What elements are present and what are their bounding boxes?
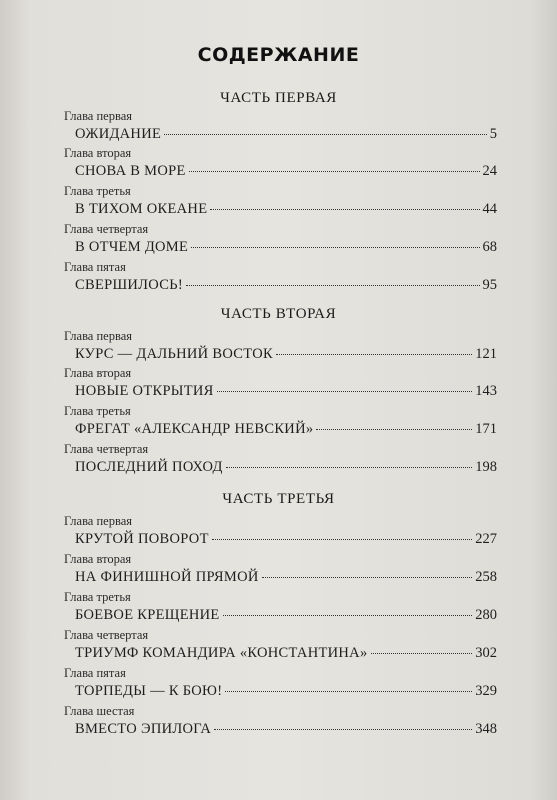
- chapter-title: СВЕРШИЛОСЬ!: [75, 277, 183, 293]
- dot-leader: [164, 134, 487, 135]
- chapter-line: [75, 607, 497, 624]
- chapter-title: ОЖИДАНИЕ: [75, 126, 162, 142]
- chapter-title: КУРС — ДАЛЬНИЙ ВОСТОК: [75, 346, 273, 362]
- dot-leader: [217, 391, 473, 392]
- page-number: 143: [475, 383, 497, 399]
- part-heading: ЧАСТЬ ВТОРАЯ: [220, 306, 337, 322]
- page-number: 348: [475, 721, 497, 737]
- dot-leader: [371, 653, 473, 654]
- chapter-line: [75, 569, 497, 586]
- chapter-line: [75, 459, 497, 476]
- page-number: 5: [489, 126, 497, 142]
- chapter-number: Глава первая: [64, 514, 133, 528]
- chapter-title: НОВЫЕ ОТКРЫТИЯ: [75, 383, 214, 399]
- page-number: 329: [475, 683, 497, 699]
- chapter-line: [75, 239, 497, 256]
- dot-leader: [186, 285, 480, 286]
- page-number: 171: [475, 421, 497, 437]
- chapter-number: Глава третья: [64, 184, 131, 198]
- chapter-title: БОЕВОЕ КРЕЩЕНИЕ: [75, 607, 220, 623]
- dot-leader: [191, 247, 479, 248]
- chapter-title: В ТИХОМ ОКЕАНЕ: [75, 201, 208, 217]
- chapter-line: [75, 383, 497, 400]
- part-heading: ЧАСТЬ ПЕРВАЯ: [220, 90, 337, 106]
- chapter-number: Глава четвертая: [64, 628, 149, 642]
- page-number: 121: [475, 346, 497, 362]
- chapter-title: НА ФИНИШНОЙ ПРЯМОЙ: [75, 569, 259, 585]
- chapter-line: [75, 421, 497, 438]
- chapter-number: Глава третья: [64, 590, 131, 604]
- dot-leader: [212, 539, 473, 540]
- page-number: 280: [475, 607, 497, 623]
- page-number: 95: [482, 277, 497, 293]
- part-heading: ЧАСТЬ ТРЕТЬЯ: [222, 491, 335, 507]
- chapter-number: Глава четвертая: [64, 222, 149, 236]
- page-number: 24: [482, 163, 497, 179]
- chapter-line: [75, 201, 497, 218]
- dot-leader: [276, 354, 472, 355]
- chapter-number: Глава вторая: [64, 366, 132, 380]
- page-number: 44: [482, 201, 497, 217]
- chapter-number: Глава вторая: [64, 146, 132, 160]
- dot-leader: [189, 171, 480, 172]
- chapter-title: КРУТОЙ ПОВОРОТ: [75, 531, 209, 547]
- chapter-number: Глава шестая: [64, 704, 135, 718]
- chapter-number: Глава третья: [64, 404, 131, 418]
- dot-leader: [223, 615, 473, 616]
- dot-leader: [226, 467, 473, 468]
- chapter-line: [75, 531, 497, 548]
- chapter-title: ТРИУМФ КОМАНДИРА «КОНСТАНТИНА»: [75, 645, 368, 661]
- chapter-line: [75, 163, 497, 180]
- chapter-title: ПОСЛЕДНИЙ ПОХОД: [75, 459, 223, 475]
- dot-leader: [214, 729, 472, 730]
- chapter-number: Глава первая: [64, 329, 133, 343]
- page-number: 302: [475, 645, 497, 661]
- dot-leader: [225, 691, 472, 692]
- dot-leader: [210, 209, 479, 210]
- chapter-number: Глава четвертая: [64, 442, 149, 456]
- chapter-line: [75, 277, 497, 294]
- chapter-line: [75, 721, 497, 738]
- page-number: 68: [482, 239, 497, 255]
- page-number: 227: [475, 531, 497, 547]
- chapter-title: СНОВА В МОРЕ: [75, 163, 186, 179]
- chapter-line: [75, 346, 497, 363]
- chapter-number: Глава первая: [64, 109, 133, 123]
- dot-leader: [262, 577, 473, 578]
- chapter-title: ФРЕГАТ «АЛЕКСАНДР НЕВСКИЙ»: [75, 421, 314, 437]
- dot-leader: [316, 429, 472, 430]
- chapter-line: [75, 683, 497, 700]
- chapter-line: [75, 645, 497, 662]
- chapter-line: [75, 126, 497, 143]
- chapter-title: В ОТЧЕМ ДОМЕ: [75, 239, 189, 255]
- chapter-number: Глава пятая: [64, 666, 126, 680]
- chapter-title: ВМЕСТО ЭПИЛОГА: [75, 721, 212, 737]
- page-number: 198: [475, 459, 497, 475]
- chapter-title: ТОРПЕДЫ — К БОЮ!: [75, 683, 223, 699]
- page-number: 258: [475, 569, 497, 585]
- chapter-number: Глава пятая: [64, 260, 126, 274]
- page-title: СОДЕРЖАНИЕ: [197, 44, 360, 66]
- chapter-number: Глава вторая: [64, 552, 132, 566]
